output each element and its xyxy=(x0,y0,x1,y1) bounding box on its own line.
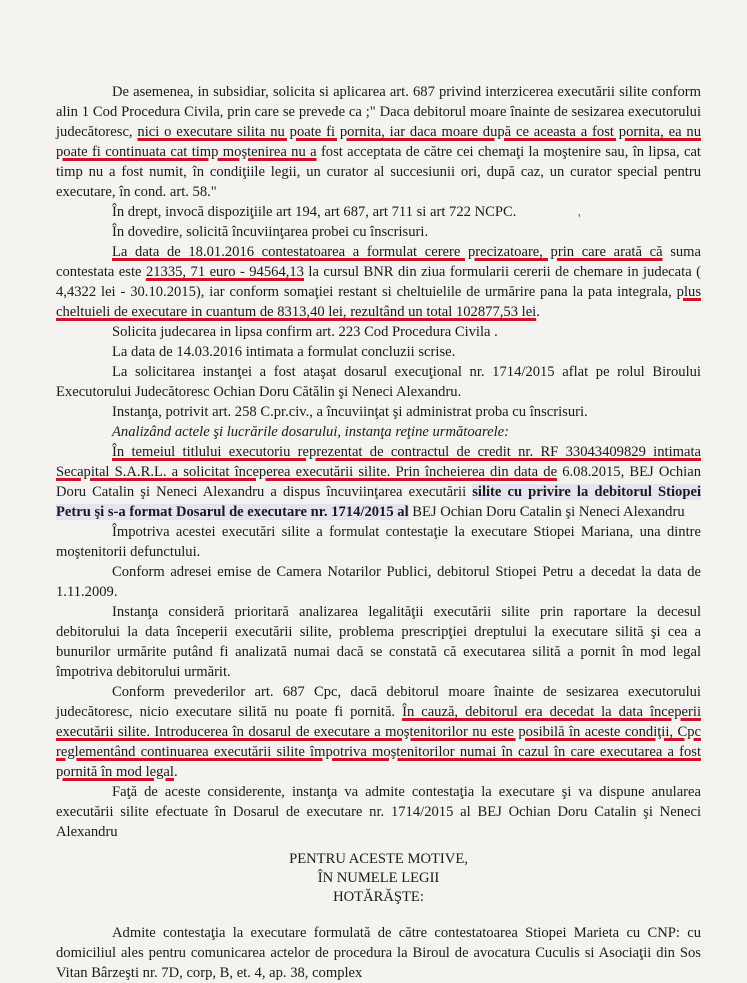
paragraph-judecare-lipsa: Solicita judecarea in lipsa confirm art. 223 Cod Procedura Civila . xyxy=(112,324,498,340)
paragraph-legalitate: Instanţa consideră prioritară analizarea legalităţii executării silite prin raportare la decesul debitorului la data începerii executării silite, problema prescripţiei dreptului la executare silită şi cea a bunurilor urmărite putând fi analizată numai dacă se constată că executarea silită a pornit în mod legal împotriva debitorului urmărit. xyxy=(56,604,701,680)
text: la cursul BNR din ziua formularii cererii de chemare in judecata ( 4,4322 lei - 30.10.2015), iar conform somaţiei restant si cheltuielile de urmărire pana la pata integrala, xyxy=(56,264,701,300)
text: . xyxy=(536,304,540,320)
underlined-amount: 21335, 71 euro - 94564,13 xyxy=(145,264,304,280)
heading-motive: PENTRU ACESTE MOTIVE, xyxy=(289,851,468,867)
paragraph-art-687-cpc xyxy=(56,682,701,782)
text: 6.08.2015, BEJ Ochian Doru Catalin şi Neneci Alexandru a dispus încuviinţarea executării xyxy=(56,464,701,500)
underlined-total: plus cheltuieli de executare in cuantum de 8313,40 lei, rezultând un total 102877,53 lei xyxy=(56,284,701,320)
text: Conform prevederilor art. 687 Cpc, dacă debitorul moare înainte de sesizarea executorului judecătoresc, nicio executare silită nu poate fi pornită. xyxy=(56,684,701,720)
text: suma contestata este xyxy=(56,244,701,280)
underlined-text: În temeiul titlului executoriu reprezentat de contractul de credit nr. RF 33043409829 intimata Secapital S.A.R.L. a solicitat începerea executării silite. Prin încheierea din data de xyxy=(56,444,701,480)
paragraph-art-687 xyxy=(56,82,701,202)
paragraph-analizand: Analizând actele şi lucrările dosarului, instanţa reţine următoarele: xyxy=(112,424,509,440)
paragraph-considerente: Faţă de aceste considerente, instanţa va admite contestaţia la executare şi va dispune anularea executării silite efectuate în Dosarul de executare nr. 1714/2015 al BEJ Ochian Doru Catalin şi Neneci Alexandru xyxy=(56,784,701,840)
paragraph-concluzii: La data de 14.03.2016 intimata a formulat concluzii scrise. xyxy=(112,344,456,360)
paragraph-dosar-executional: La solicitarea instanţei a fost ataşat dosarul execuţional nr. 1714/2015 aflat pe rolul Biroului Executorului Judecătoresc Ochian Doru Cătălin şi Neneci Alexandru. xyxy=(56,364,701,400)
highlighted-text: silite cu privire la debitorul Stiopei Petru şi s-a format Dosarul de executare nr. 1714/2015 al xyxy=(56,484,701,520)
heading-hotaraste: HOTĂRĂŞTE: xyxy=(333,889,424,905)
paragraph-cerere-precizatoare xyxy=(56,242,701,322)
paragraph-camera-notarilor: Conform adresei emise de Camera Notarilor Publici, debitorul Stiopei Petru a decedat la data de 1.11.2009. xyxy=(56,564,701,600)
heading-numele-legii: ÎN NUMELE LEGII xyxy=(317,870,440,886)
text: BEJ Ochian Doru Catalin şi Neneci Alexandru xyxy=(408,504,685,520)
underlined-text: nici o executare silita nu poate fi pornita, iar daca moare după ce aceasta a fost pornita, ea nu poate fi continuata cat timp moştenirea nu a xyxy=(56,124,701,160)
text: De asemenea, in subsidiar, solicita si aplicarea art. 687 privind interzicerea executării silite conform alin 1 Cod Procedura Civila, prin care se prevede ca ;" Daca debitorul moare înainte de sesizarea executorului judecătoresc, xyxy=(56,84,701,140)
paragraph-in-drept: În drept, invocă dispoziţiile art 194, art 687, art 711 si art 722 NCPC. xyxy=(112,204,517,220)
paragraph-admite: Admite contestaţia la executare formulată de către contestatoarea Stiopei Marieta cu CNP: cu domiciliul ales pentru comunicarea actelor de procedura la Biroul de avocatura Cuculis si Asociaţii din Sos Vitan Bârzeşti nr. 7D, corp, B, et. 4, ap. 38, complex xyxy=(56,925,701,981)
text: . xyxy=(173,764,178,780)
paragraph-proba-inscrisuri: Instanţa, potrivit art. 258 C.pr.civ., a încuviinţat şi administrat proba cu înscrisuri. xyxy=(112,404,588,420)
underlined-text: La data de 18.01.2016 contestatoarea a formulat cerere precizatoare, prin care arată că xyxy=(112,244,663,260)
underlined-text: În cauză, debitorul era decedat la data începerii executării silite. Introducerea în dosarul de executare a moştenitorilor nu este posibilă în aceste condiţii, Cpc reglementând continuarea executării silite împotriva moştenitorilor numai în cazul în care executarea a fost pornită în mod legal xyxy=(56,704,701,780)
paragraph-titlu-executoriu xyxy=(56,442,701,522)
paragraph-contestatie: Împotriva acestei executări silite a formulat contestaţie la executare Stiopei Mariana, una dintre moştenitorii defunctului. xyxy=(56,524,701,560)
text: fost acceptata de către cei chemaţi la moştenire sau, în lipsa, cat timp nu a fost numit, în condiţiile legii, un curator al succesiunii ori, după caz, un curator special pentru executare, în cond. art. 58." xyxy=(56,144,701,200)
paragraph-in-dovedire: În dovedire, solicită încuviinţarea probei cu înscrisuri. xyxy=(112,224,429,240)
pen-tick-mark: ' xyxy=(578,212,581,227)
